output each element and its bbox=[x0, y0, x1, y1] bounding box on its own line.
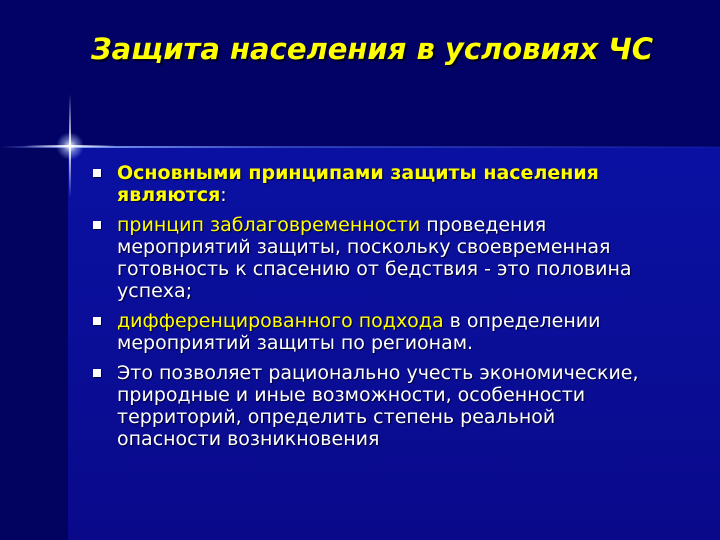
bullet-list bbox=[92, 162, 652, 458]
bullet-highlight: Основными принципами защиты населения являются bbox=[117, 162, 599, 206]
bullet-text: Это позволяет рационально учесть экономические, природные и иные возможности, особенности территорий, определить степень реальной опасности возникновения bbox=[117, 362, 639, 450]
bullet-text: в определении мероприятий защиты по регионам. bbox=[117, 310, 601, 354]
slide-title: Защита населения в условиях ЧС bbox=[91, 32, 653, 66]
bullet-highlight: дифференцированного подхода bbox=[117, 310, 444, 332]
bullet-text: : bbox=[220, 184, 227, 206]
square-bullet-icon bbox=[93, 169, 101, 177]
left-margin-band bbox=[0, 147, 68, 540]
square-bullet-icon bbox=[93, 221, 101, 229]
bullet-item-advance bbox=[92, 214, 652, 302]
bullet-item-rational bbox=[92, 362, 652, 450]
bullet-item-principles bbox=[92, 162, 652, 206]
title-area-background bbox=[0, 0, 720, 147]
square-bullet-icon bbox=[93, 369, 101, 377]
bullet-highlight: принцип заблаговременности bbox=[117, 214, 421, 236]
bullet-text: проведения мероприятий защиты, поскольку своевременная готовность к спасению от бедствия - это половина успеха; bbox=[117, 214, 632, 302]
square-bullet-icon bbox=[93, 317, 101, 325]
bullet-item-differentiated bbox=[92, 310, 652, 354]
